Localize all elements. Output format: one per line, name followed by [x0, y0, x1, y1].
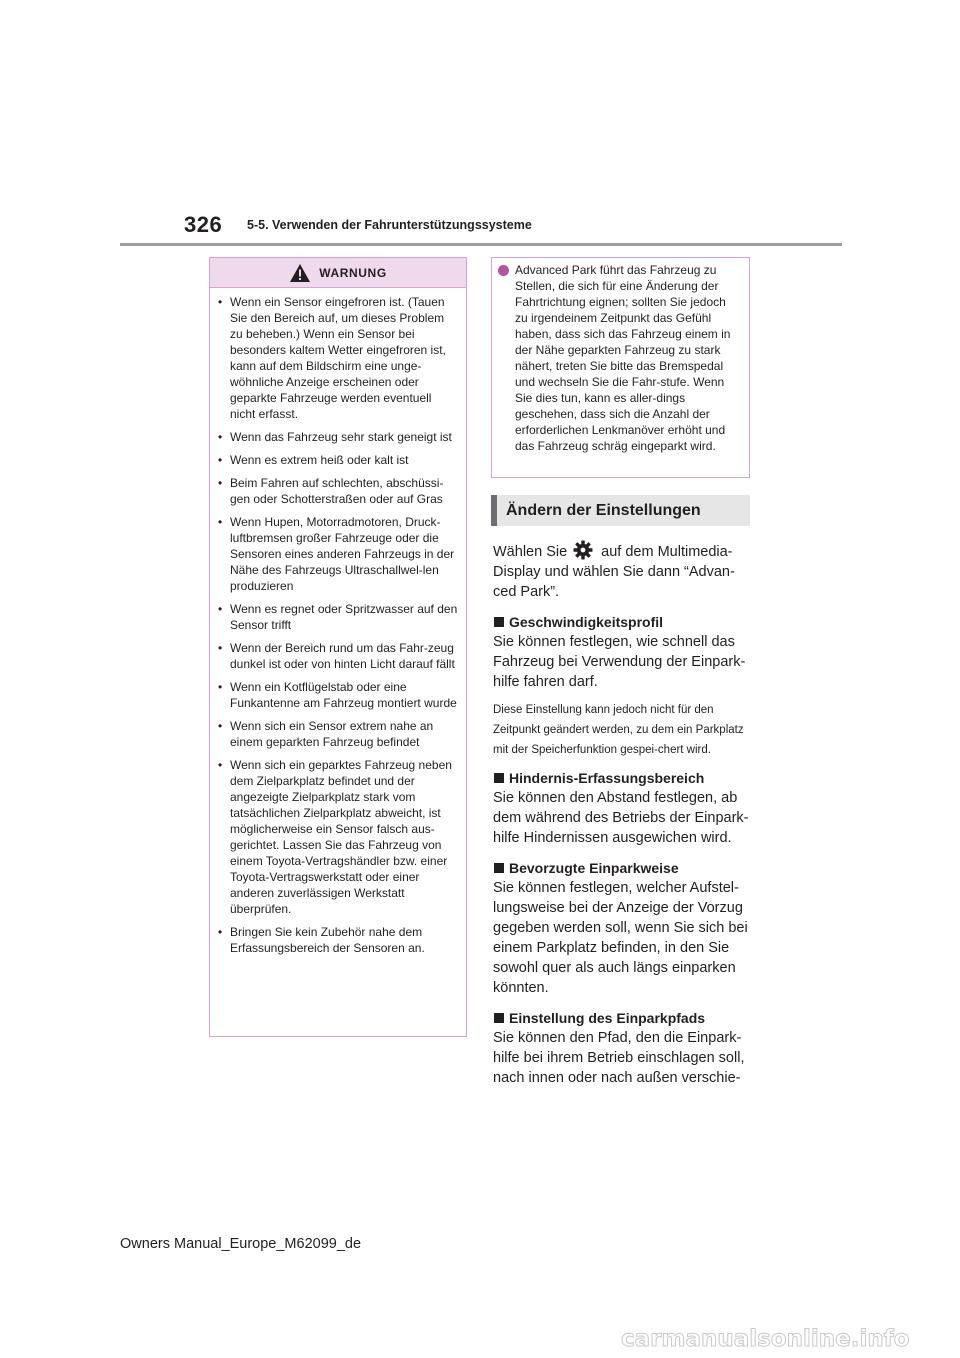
setting-description: Sie können festlegen, welcher Aufstel-lungsweise bei der Anzeige der Vorzug gegeben werden soll, wenn Sie sich bei einem Parkplatz befinden, in den Sie sowohl quer als auch längs einparken könnten.	[493, 880, 748, 996]
footer: Owners Manual_Europe_M62099_de	[120, 1236, 362, 1252]
warning-item	[218, 294, 460, 422]
warning-item-text: Wenn es regnet oder Spritzwasser auf den Sensor trifft	[230, 602, 458, 632]
bullet-dot: •	[218, 295, 223, 309]
watermark-logo	[619, 1320, 949, 1354]
magenta-circle-bullet-icon	[498, 265, 509, 276]
black-square-bullet-icon	[494, 617, 504, 627]
bullet-dot: •	[218, 641, 223, 655]
bullet-dot: •	[218, 719, 223, 733]
warning-item	[218, 514, 460, 594]
bullet-dot: •	[218, 758, 223, 772]
setting-title	[493, 614, 755, 630]
intro-after-icon: auf dem Multimedia-Display und wählen Sie dann “Advan-ced Park”.	[493, 544, 735, 600]
warning-item	[218, 475, 460, 507]
warning-box	[209, 257, 467, 1037]
warning-item	[218, 640, 460, 672]
header-rule	[120, 243, 842, 246]
warning-title: WARNUNG	[319, 265, 387, 280]
warning-item-text: Wenn ein Sensor eingefroren ist. (Tauen Sie den Bereich auf, um dieses Problem zu beheben.) Wenn ein Sensor bei besonders kaltem Wetter eingefroren ist, kann auf dem Bildschirm eine unge-wöhnliche Anzeige erscheinen oder geparkte Fahrzeuge werden eventuell nicht erfasst.	[230, 295, 446, 421]
setting-section	[493, 614, 755, 760]
setting-section	[493, 860, 755, 998]
bullet-dot: •	[218, 925, 223, 939]
setting-title	[493, 860, 755, 876]
warning-item-text: Wenn sich ein geparktes Fahrzeug neben dem Zielparkplatz befindet und der angezeigte Zielparkplatz stark vom tatsächlichen Zielparkplatz abweicht, ist möglicherweise ein Sensor falsch aus-gerichtet. Lassen Sie das Fahrzeug von einem Toyota-Vertragshändler bzw. einer Toyota-Vertragswerkstatt oder einer anderen zuverlässigen Werkstatt überprüfen.	[230, 758, 452, 916]
setting-title-text: Hindernis-Erfassungsbereich	[509, 770, 705, 786]
warning-item	[218, 679, 460, 711]
bullet-dot: •	[218, 680, 223, 694]
setting-title-text: Bevorzugte Einparkweise	[509, 860, 679, 876]
warning-item-text: Wenn der Bereich rund um das Fahr-zeug dunkel ist oder von hinten Licht darauf fällt	[230, 641, 455, 671]
warning-item	[218, 718, 460, 750]
settings-intro	[493, 540, 755, 602]
warning-item	[218, 924, 460, 956]
setting-section	[493, 770, 755, 848]
warning-item	[218, 601, 460, 633]
setting-title-text: Geschwindigkeitsprofil	[509, 614, 664, 630]
setting-title-text: Einstellung des Einparkpfads	[509, 1010, 706, 1026]
settings-heading: Ändern der Einstellungen	[491, 495, 750, 526]
black-square-bullet-icon	[494, 1013, 504, 1023]
setting-description: Sie können festlegen, wie schnell das Fahrzeug bei Verwendung der Einpark-hilfe fahren darf.	[493, 634, 746, 690]
bullet-dot: •	[218, 515, 223, 529]
setting-description: Sie können den Abstand festlegen, ab dem während des Betriebs der Einpark-hilfe Hindernissen ausgewichen wird.	[493, 790, 749, 846]
black-square-bullet-icon	[494, 773, 504, 783]
bullet-dot: •	[218, 476, 223, 490]
section-title: 5-5. Verwenden der Fahrunterstützungssysteme	[247, 218, 532, 232]
setting-section	[493, 1010, 755, 1088]
warning-item-text: Wenn das Fahrzeug sehr stark geneigt ist	[230, 430, 452, 444]
svg-text:carmanualsonline.info: carmanualsonline.info	[621, 1326, 910, 1352]
warning-item	[218, 757, 460, 917]
setting-title	[493, 1010, 755, 1026]
gear-icon	[573, 540, 593, 560]
intro-before-icon: Wählen Sie	[493, 544, 568, 560]
bullet-dot: •	[218, 602, 223, 616]
bullet-dot: •	[218, 453, 223, 467]
info-note-text: Advanced Park führt das Fahrzeug zu Stellen, die sich für eine Änderung der Fahrtrichtung eignen; sollten Sie jedoch zu irgendeinem Zeitpunkt das Gefühl haben, dass sich das Fahrzeug einem in der Nähe geparkten Fahrzeug zu stark nähert, treten Sie bitte das Bremspedal und wechseln Sie die Fahr-stufe. Wenn Sie dies tun, kann es aller-dings geschehen, dass sich die Anzahl der erforderlichen Lenkmanöver erhöht und das Fahrzeug schräg eingeparkt wird.	[515, 263, 731, 453]
warning-item-text: Wenn es extrem heiß oder kalt ist	[230, 453, 409, 467]
warning-list	[210, 288, 466, 956]
settings-content	[493, 540, 755, 1088]
warning-header	[210, 258, 466, 288]
page-number: 326	[184, 212, 223, 237]
warning-item-text: Beim Fahren auf schlechten, abschüssi-gen oder Schotterstraßen oder auf Gras	[230, 476, 444, 506]
warning-item-text: Wenn ein Kotflügelstab oder eine Funkantenne am Fahrzeug montiert wurde	[230, 680, 457, 710]
bullet-dot: •	[218, 430, 223, 444]
warning-item-text: Bringen Sie kein Zubehör nahe dem Erfassungsbereich der Sensoren an.	[230, 925, 425, 955]
info-note-box	[491, 257, 750, 478]
black-square-bullet-icon	[494, 863, 504, 873]
warning-item-text: Wenn sich ein Sensor extrem nahe an einem geparkten Fahrzeug befindet	[230, 719, 434, 749]
warning-item-text: Wenn Hupen, Motorradmotoren, Druck-luftbremsen großer Fahrzeuge oder die Sensoren eines anderen Fahrzeugs in der Nähe des Fahrzeugs Ultraschallwel-len produzieren	[230, 515, 455, 593]
warning-triangle-icon	[289, 263, 311, 283]
setting-description: Sie können den Pfad, den die Einpark-hilfe bei ihrem Betrieb einschlagen soll, nach innen oder nach außen verschie-	[493, 1030, 745, 1086]
warning-item	[218, 429, 460, 445]
setting-note: Diese Einstellung kann jedoch nicht für den Zeitpunkt geändert werden, zu dem ein Parkplatz mit der Speicherfunktion gespei-chert wird.	[493, 704, 744, 756]
warning-item	[218, 452, 460, 468]
setting-title	[493, 770, 755, 786]
